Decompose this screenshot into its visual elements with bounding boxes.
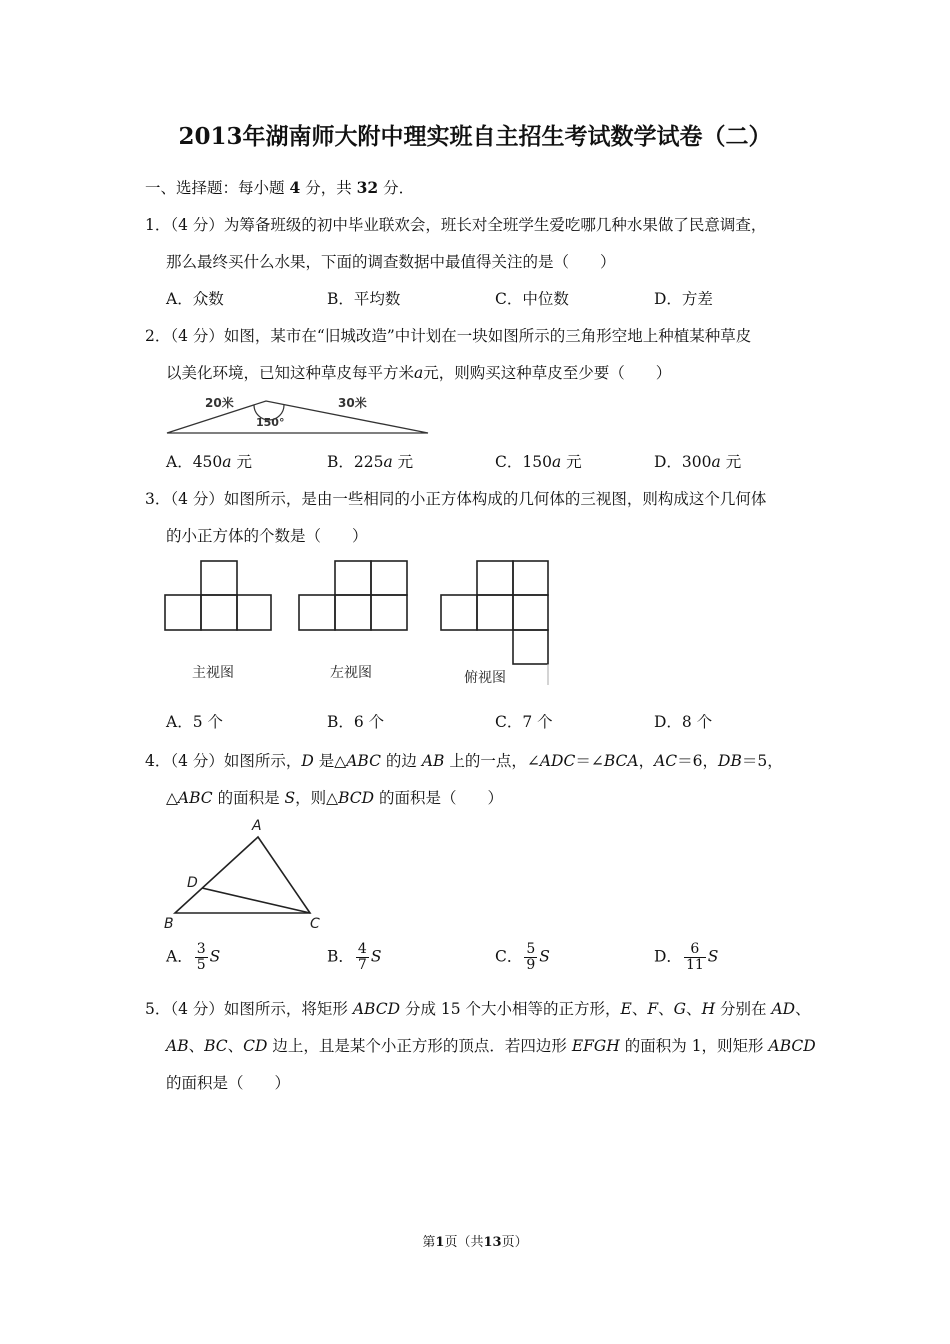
left-side-label: 20米 xyxy=(205,396,234,410)
right-side-label: 30米 xyxy=(338,396,367,410)
page-title: 2013年湖南师大附中理实班自主招生考试数学试卷（二） xyxy=(178,123,772,150)
q1-option-c: C．中位数 xyxy=(495,290,569,308)
q4-line2: △ABC 的面积是 S，则△BCD 的面积是（ ） xyxy=(166,789,504,807)
top-view xyxy=(441,561,548,664)
q3-option-c: C．7 个 xyxy=(495,713,553,731)
q1-option-d: D．方差 xyxy=(654,290,713,308)
q4-option-d: D． $\frac{6}{11}$ S xyxy=(654,941,719,973)
angle-label: 150° xyxy=(256,416,285,429)
q2-option-b: B．225a 元 xyxy=(327,453,414,471)
q1-line2: 那么最终买什么水果，下面的调查数据中最值得关注的是（ ） xyxy=(166,253,616,271)
q4-option-a: A． $\frac{3}{5}$ S xyxy=(166,941,221,973)
triangle-field-figure xyxy=(160,390,440,436)
side-view-label: 左视图 xyxy=(330,665,372,681)
q2-option-d: D．300a 元 xyxy=(654,453,742,471)
q4-line1: 4．（4 分）如图所示，D 是△ABC 的边 AB 上的一点，∠ADC＝∠BCA，AC＝6，DB＝5， xyxy=(145,752,783,770)
q1-option-a: A．众数 xyxy=(166,290,224,308)
q2-line2: 以美化环境，已知这种草皮每平方米a元，则购买这种草皮至少要（ ） xyxy=(166,364,672,382)
point-d-label: D xyxy=(187,875,198,891)
q5-line3: 的面积是（ ） xyxy=(166,1074,291,1092)
front-view xyxy=(165,561,271,630)
q3-option-b: B．6 个 xyxy=(327,713,385,731)
front-view-label: 主视图 xyxy=(192,665,234,681)
q2-option-a: A．450a 元 xyxy=(166,453,252,471)
q3-line1: 3．（4 分）如图所示，是由一些相同的小正方体构成的几何体的三视图，则构成这个几何体 xyxy=(145,490,767,508)
q4-option-c: C． $\frac{5}{9}$ S xyxy=(495,941,550,973)
q1-line1: 1．（4 分）为筹备班级的初中毕业联欢会，班长对全班学生爱吃哪几种水果做了民意调查， xyxy=(145,216,767,234)
q1-option-b: B．平均数 xyxy=(327,290,401,308)
q5-line1: 5．（4 分）如图所示，将矩形 ABCD 分成 15 个大小相等的正方形，E、F、G、H 分别在 AD、 xyxy=(145,1000,811,1018)
point-b-label: B xyxy=(164,916,174,932)
q2-option-c: C．150a 元 xyxy=(495,453,582,471)
q3-line2: 的小正方体的个数是（ ） xyxy=(166,527,368,545)
q3-option-d: D．8 个 xyxy=(654,713,713,731)
top-view-label: 俯视图 xyxy=(464,670,506,686)
q3-option-a: A．5 个 xyxy=(166,713,223,731)
q4-option-b: B． $\frac{4}{7}$ S xyxy=(327,941,382,973)
side-view xyxy=(299,561,407,630)
point-c-label: C xyxy=(310,916,320,932)
point-a-label: A xyxy=(252,818,262,834)
q2-line1: 2．（4 分）如图，某市在“旧城改造”中计划在一块如图所示的三角形空地上种植某种草皮 xyxy=(145,327,752,345)
section-header: 一、选择题：每小题 4 分，共 32 分． xyxy=(145,178,415,197)
triangle-abc-figure xyxy=(160,815,340,935)
q5-line2: AB、BC、CD 边上，且是某个小正方形的顶点．若四边形 EFGH 的面积为 1，则矩形 ABCD xyxy=(166,1037,816,1055)
page-footer: 第1页（共13页） xyxy=(422,1235,528,1250)
three-views-figure xyxy=(160,555,560,690)
segment-dc xyxy=(202,888,310,913)
